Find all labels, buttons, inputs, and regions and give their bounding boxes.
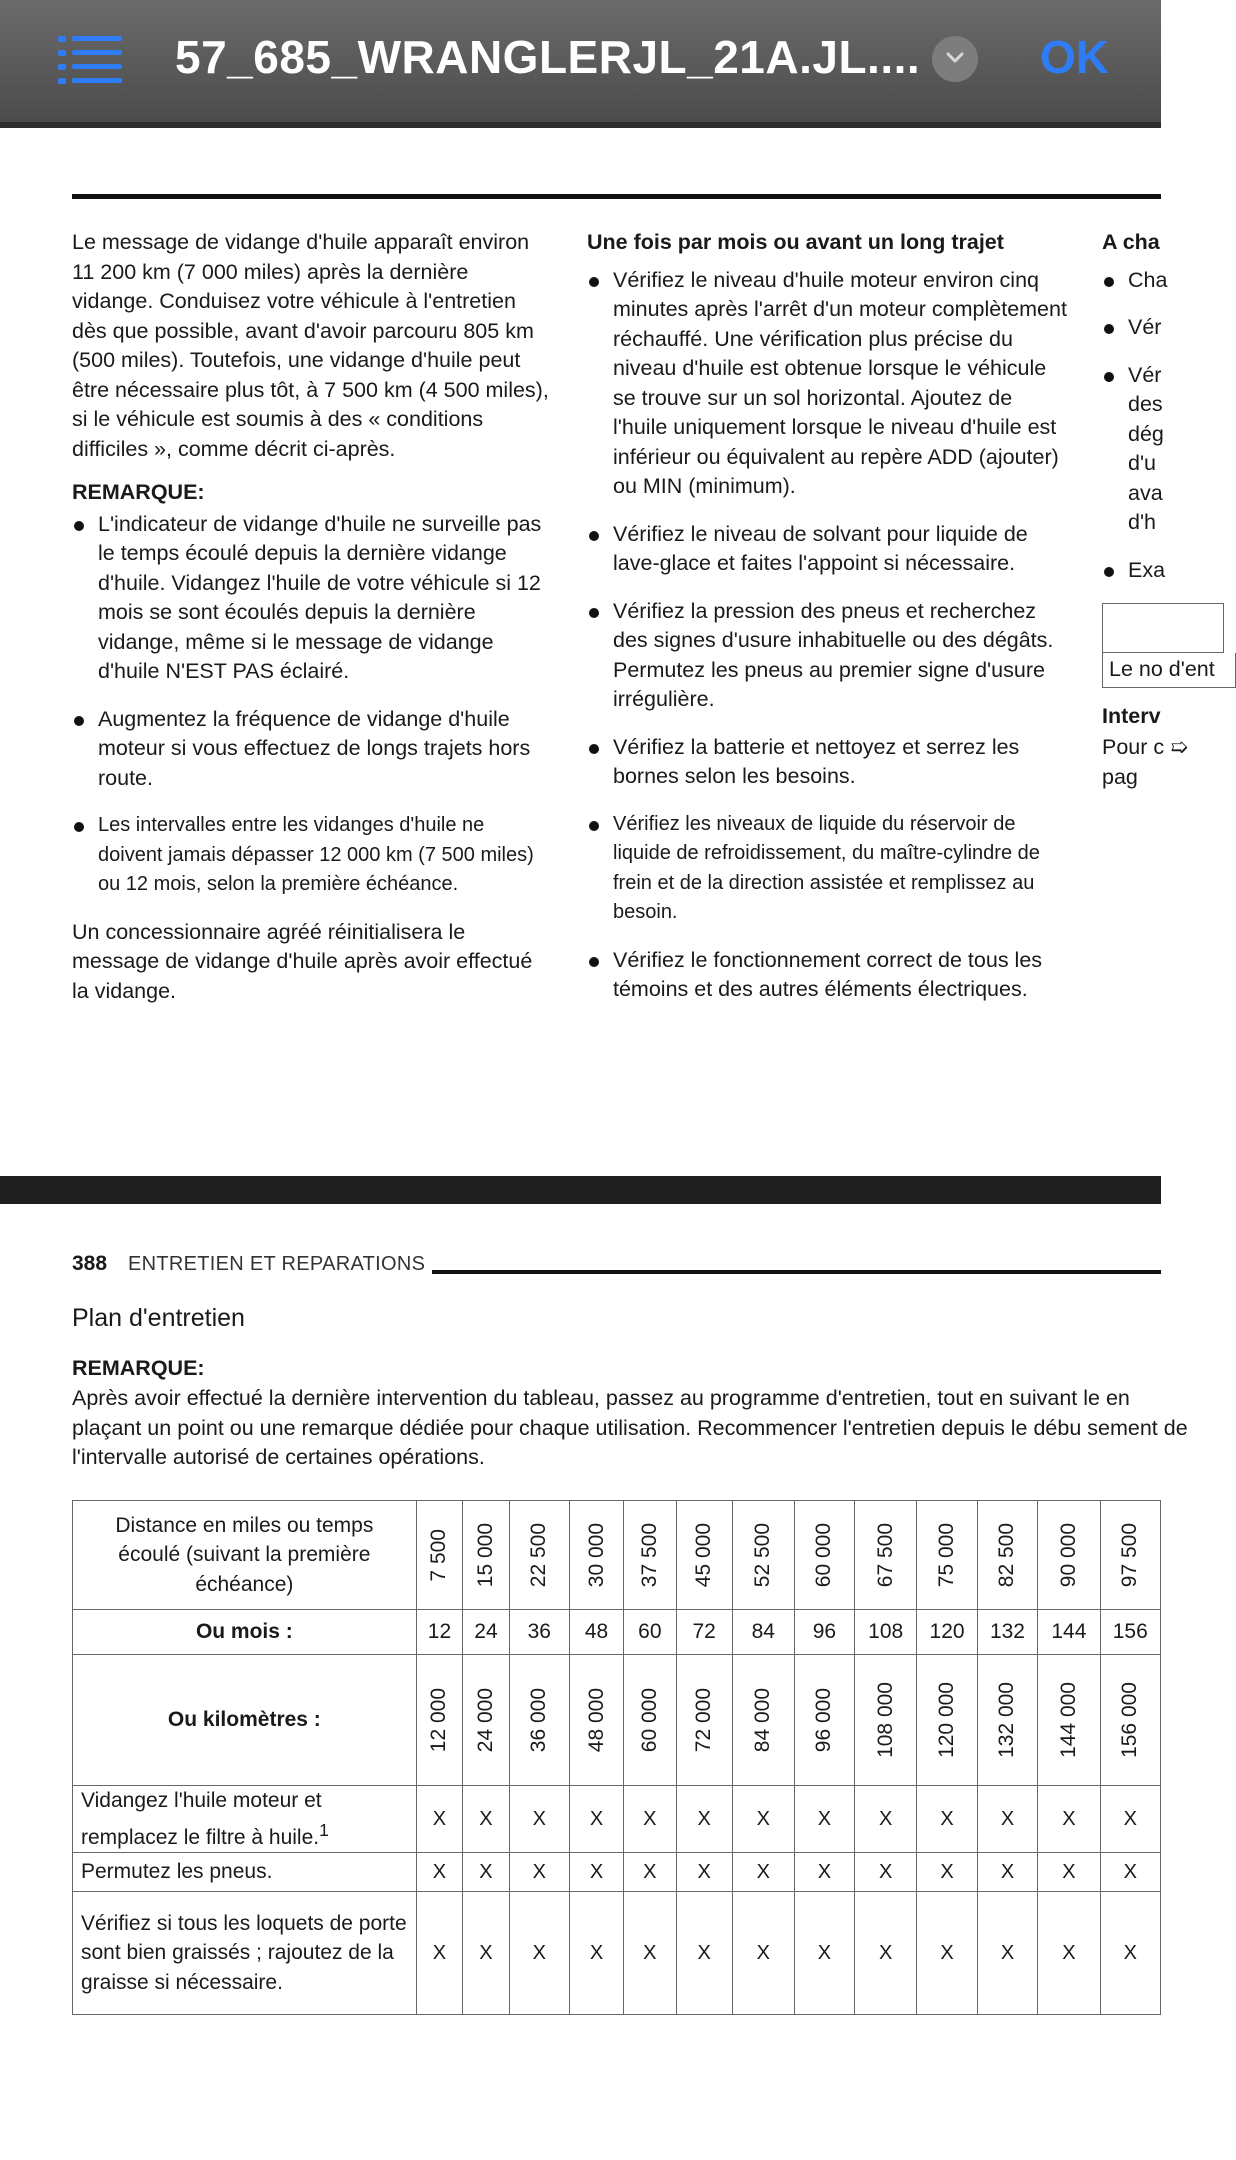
task-mark: X bbox=[794, 1853, 854, 1892]
months-cell: 108 bbox=[855, 1610, 917, 1655]
list-item: Exa bbox=[1102, 556, 1162, 586]
task-mark: X bbox=[624, 1786, 676, 1853]
miles-cell: 97 500 bbox=[1100, 1501, 1160, 1610]
miles-cell: 52 500 bbox=[732, 1501, 794, 1610]
table-row bbox=[73, 1892, 1161, 2015]
miles-cell: 7 500 bbox=[416, 1501, 462, 1610]
km-cell: 60 000 bbox=[624, 1655, 676, 1786]
task-mark: X bbox=[1038, 1786, 1100, 1853]
list-item: Augmentez la fréquence de vidange d'huile moteur si vous effectuez de longs trajets hors route. bbox=[72, 705, 550, 794]
section-header: ENTRETIEN ET REPARATIONS bbox=[128, 1253, 426, 1275]
remarque-text: Après avoir effectué la dernière intervention du tableau, passez au programme d'entretien, tout en suivant le en plaçant un point ou une remarque dédiée pour chaque utilisation. Recommencer l'entretien depuis le débu sement de l'intervalle autorisé de certaines opérations. bbox=[72, 1386, 1188, 1469]
list-item: Vér bbox=[1102, 313, 1162, 343]
months-cell: 24 bbox=[463, 1610, 509, 1655]
column-1 bbox=[72, 228, 550, 1020]
months-cell: 132 bbox=[977, 1610, 1037, 1655]
task-mark: X bbox=[977, 1853, 1037, 1892]
task-mark: X bbox=[624, 1853, 676, 1892]
miles-cell: 15 000 bbox=[463, 1501, 509, 1610]
months-cell: 72 bbox=[676, 1610, 732, 1655]
miles-cell: 22 500 bbox=[509, 1501, 569, 1610]
task-mark: X bbox=[917, 1786, 977, 1853]
task-mark: X bbox=[569, 1853, 623, 1892]
column-3-heading: A cha bbox=[1102, 230, 1160, 254]
table-row bbox=[73, 1655, 1161, 1786]
monthly-heading: Une fois par mois ou avant un long trajet bbox=[587, 230, 1004, 254]
list-item: Vérifiez le niveau de solvant pour liquide de lave-glace et faites l'appoint si nécessaire. bbox=[587, 520, 1067, 579]
task-mark: X bbox=[416, 1786, 462, 1853]
task-mark: X bbox=[676, 1853, 732, 1892]
list-item: Vérifiez la batterie et nettoyez et serrez les bornes selon les besoins. bbox=[587, 733, 1067, 792]
list-item: Cha bbox=[1102, 266, 1162, 296]
task-mark: X bbox=[917, 1853, 977, 1892]
chevron-down-icon bbox=[945, 51, 965, 65]
list-item: Vérifiez le fonctionnement correct de tous les témoins et des autres éléments électriques. bbox=[587, 946, 1067, 1005]
monthly-checklist bbox=[587, 266, 1067, 1005]
km-cell: 48 000 bbox=[569, 1655, 623, 1786]
list-icon[interactable] bbox=[58, 36, 122, 84]
months-cell: 156 bbox=[1100, 1610, 1160, 1655]
task-mark: X bbox=[732, 1853, 794, 1892]
top-toolbar bbox=[0, 0, 1161, 128]
months-cell: 144 bbox=[1038, 1610, 1100, 1655]
task-mark: X bbox=[416, 1892, 462, 2015]
list-item: Vérifiez les niveaux de liquide du réservoir de liquide de refroidissement, du maître-cylindre de frein et de la direction assistée et remplissez au besoin. bbox=[587, 810, 1067, 928]
task-mark: X bbox=[509, 1853, 569, 1892]
months-cell: 120 bbox=[917, 1610, 977, 1655]
ok-button[interactable]: OK bbox=[1040, 31, 1109, 83]
list-item: Vér des dég d'u ava d'h bbox=[1102, 361, 1162, 538]
task-mark: X bbox=[977, 1892, 1037, 2015]
task-mark: X bbox=[855, 1892, 917, 2015]
task-mark: X bbox=[509, 1892, 569, 2015]
km-cell: 72 000 bbox=[676, 1655, 732, 1786]
table-row bbox=[73, 1610, 1161, 1655]
task-mark: X bbox=[794, 1892, 854, 2015]
task-mark: X bbox=[676, 1786, 732, 1853]
task-mark: X bbox=[1100, 1892, 1160, 2015]
table-row bbox=[73, 1786, 1161, 1853]
task-mark: X bbox=[732, 1892, 794, 2015]
task-mark: X bbox=[794, 1786, 854, 1853]
task-label: Vidangez l'huile moteur et remplacez le filtre à huile.$^1$ bbox=[73, 1786, 417, 1853]
plan-title: Plan d'entretien bbox=[72, 1304, 245, 1332]
km-cell: 36 000 bbox=[509, 1655, 569, 1786]
column-3-partial bbox=[1102, 228, 1222, 806]
task-mark: X bbox=[416, 1853, 462, 1892]
oil-change-closing: Un concessionnaire agréé réinitialisera le message de vidange d'huile après avoir effectué la vidange. bbox=[72, 919, 533, 1003]
remarque-heading: REMARQUE: bbox=[72, 480, 205, 504]
task-mark: X bbox=[917, 1892, 977, 2015]
task-mark: X bbox=[977, 1786, 1037, 1853]
miles-cell: 60 000 bbox=[794, 1501, 854, 1610]
row-label-miles: Distance en miles ou temps écoulé (suivant la première échéance) bbox=[73, 1501, 417, 1610]
months-cell: 48 bbox=[569, 1610, 623, 1655]
list-item: Les intervalles entre les vidanges d'huile ne doivent jamais dépasser 12 000 km (7 500 miles) ou 12 mois, selon la première échéance. bbox=[72, 811, 550, 900]
task-mark: X bbox=[463, 1892, 509, 2015]
task-mark: X bbox=[676, 1892, 732, 2015]
task-mark: X bbox=[463, 1786, 509, 1853]
task-mark: X bbox=[463, 1853, 509, 1892]
column-3-subheading: Interv bbox=[1102, 703, 1161, 728]
task-mark: X bbox=[855, 1786, 917, 1853]
task-label: Vérifiez si tous les loquets de porte sont bien graissés ; rajoutez de la graisse si nécessaire. bbox=[73, 1892, 417, 2015]
task-mark: X bbox=[1100, 1786, 1160, 1853]
page-number: 388 bbox=[72, 1252, 108, 1275]
months-cell: 84 bbox=[732, 1610, 794, 1655]
km-cell: 132 000 bbox=[977, 1655, 1037, 1786]
task-mark: X bbox=[509, 1786, 569, 1853]
miles-cell: 37 500 bbox=[624, 1501, 676, 1610]
note-box-text: Le no d'ent bbox=[1102, 653, 1236, 688]
column-3-text: Pour c ➯ pag bbox=[1102, 735, 1189, 789]
km-cell: 96 000 bbox=[794, 1655, 854, 1786]
km-cell: 84 000 bbox=[732, 1655, 794, 1786]
months-cell: 96 bbox=[794, 1610, 854, 1655]
km-cell: 144 000 bbox=[1038, 1655, 1100, 1786]
task-mark: X bbox=[732, 1786, 794, 1853]
task-mark: X bbox=[1100, 1853, 1160, 1892]
km-cell: 24 000 bbox=[463, 1655, 509, 1786]
km-cell: 120 000 bbox=[917, 1655, 977, 1786]
miles-cell: 30 000 bbox=[569, 1501, 623, 1610]
remarque-list bbox=[72, 510, 550, 900]
header-rule bbox=[432, 1270, 1161, 1274]
miles-cell: 82 500 bbox=[977, 1501, 1037, 1610]
remarque-heading: REMARQUE: bbox=[72, 1356, 205, 1380]
row-label-km: Ou kilomètres : bbox=[73, 1655, 417, 1786]
note-box-header bbox=[1102, 603, 1224, 653]
document-page-2[interactable] bbox=[0, 1204, 1188, 2160]
table-row bbox=[73, 1501, 1161, 1610]
task-mark: X bbox=[1038, 1853, 1100, 1892]
miles-cell: 45 000 bbox=[676, 1501, 732, 1610]
maintenance-schedule-table bbox=[72, 1500, 1161, 2015]
task-mark: X bbox=[569, 1786, 623, 1853]
miles-cell: 67 500 bbox=[855, 1501, 917, 1610]
months-cell: 36 bbox=[509, 1610, 569, 1655]
km-cell: 108 000 bbox=[855, 1655, 917, 1786]
km-cell: 156 000 bbox=[1100, 1655, 1160, 1786]
task-label: Permutez les pneus. bbox=[73, 1853, 417, 1892]
row-label-months: Ou mois : bbox=[73, 1610, 417, 1655]
page-divider bbox=[0, 1176, 1161, 1204]
document-title: 57_685_WRANGLERJL_21A.JL.... bbox=[175, 31, 921, 83]
miles-cell: 75 000 bbox=[917, 1501, 977, 1610]
list-item: Vérifiez le niveau d'huile moteur environ cinq minutes après l'arrêt d'un moteur complètement réchauffé. Une vérification plus précise du niveau d'huile est obtenue lorsque le véhicule se trouve sur un sol horizontal. Ajoutez de l'huile uniquement lorsque le niveau d'huile est inférieur ou équivalent au repère ADD (ajouter) ou MIN (minimum). bbox=[587, 266, 1067, 502]
column-2 bbox=[587, 228, 1067, 1023]
miles-cell: 90 000 bbox=[1038, 1501, 1100, 1610]
task-mark: X bbox=[569, 1892, 623, 2015]
oil-change-intro: Le message de vidange d'huile apparaît environ 11 200 km (7 000 miles) après la dernière vidange. Conduisez votre véhicule à l'entretien dès que possible, avant d'avoir parcouru 805 km (500 miles). Toutefois, une vidange d'huile peut être nécessaire plus tôt, à 7 500 km (4 500 miles), si le véhicule est soumis à des « conditions difficiles », comme décrit ci-après. bbox=[72, 230, 549, 461]
list-item: L'indicateur de vidange d'huile ne surveille pas le temps écoulé depuis la dernière vidange d'huile. Vidangez l'huile de votre véhicule si 12 mois se sont écoulés depuis la dernière vidange, même si le message de vidange d'huile N'EST PAS éclairé. bbox=[72, 510, 550, 687]
task-mark: X bbox=[624, 1892, 676, 2015]
months-cell: 60 bbox=[624, 1610, 676, 1655]
list-item: Vérifiez la pression des pneus et recherchez des signes d'usure inhabituelle ou des dégâts. Permutez les pneus au premier signe d'usure irrégulière. bbox=[587, 597, 1067, 715]
task-mark: X bbox=[855, 1853, 917, 1892]
title-dropdown-button[interactable] bbox=[932, 36, 978, 82]
table-row bbox=[73, 1853, 1161, 1892]
document-page-1[interactable] bbox=[0, 128, 1215, 1176]
months-cell: 12 bbox=[416, 1610, 462, 1655]
page-top-rule bbox=[72, 194, 1161, 199]
task-mark: X bbox=[1038, 1892, 1100, 2015]
km-cell: 12 000 bbox=[416, 1655, 462, 1786]
column-3-list bbox=[1102, 266, 1168, 586]
